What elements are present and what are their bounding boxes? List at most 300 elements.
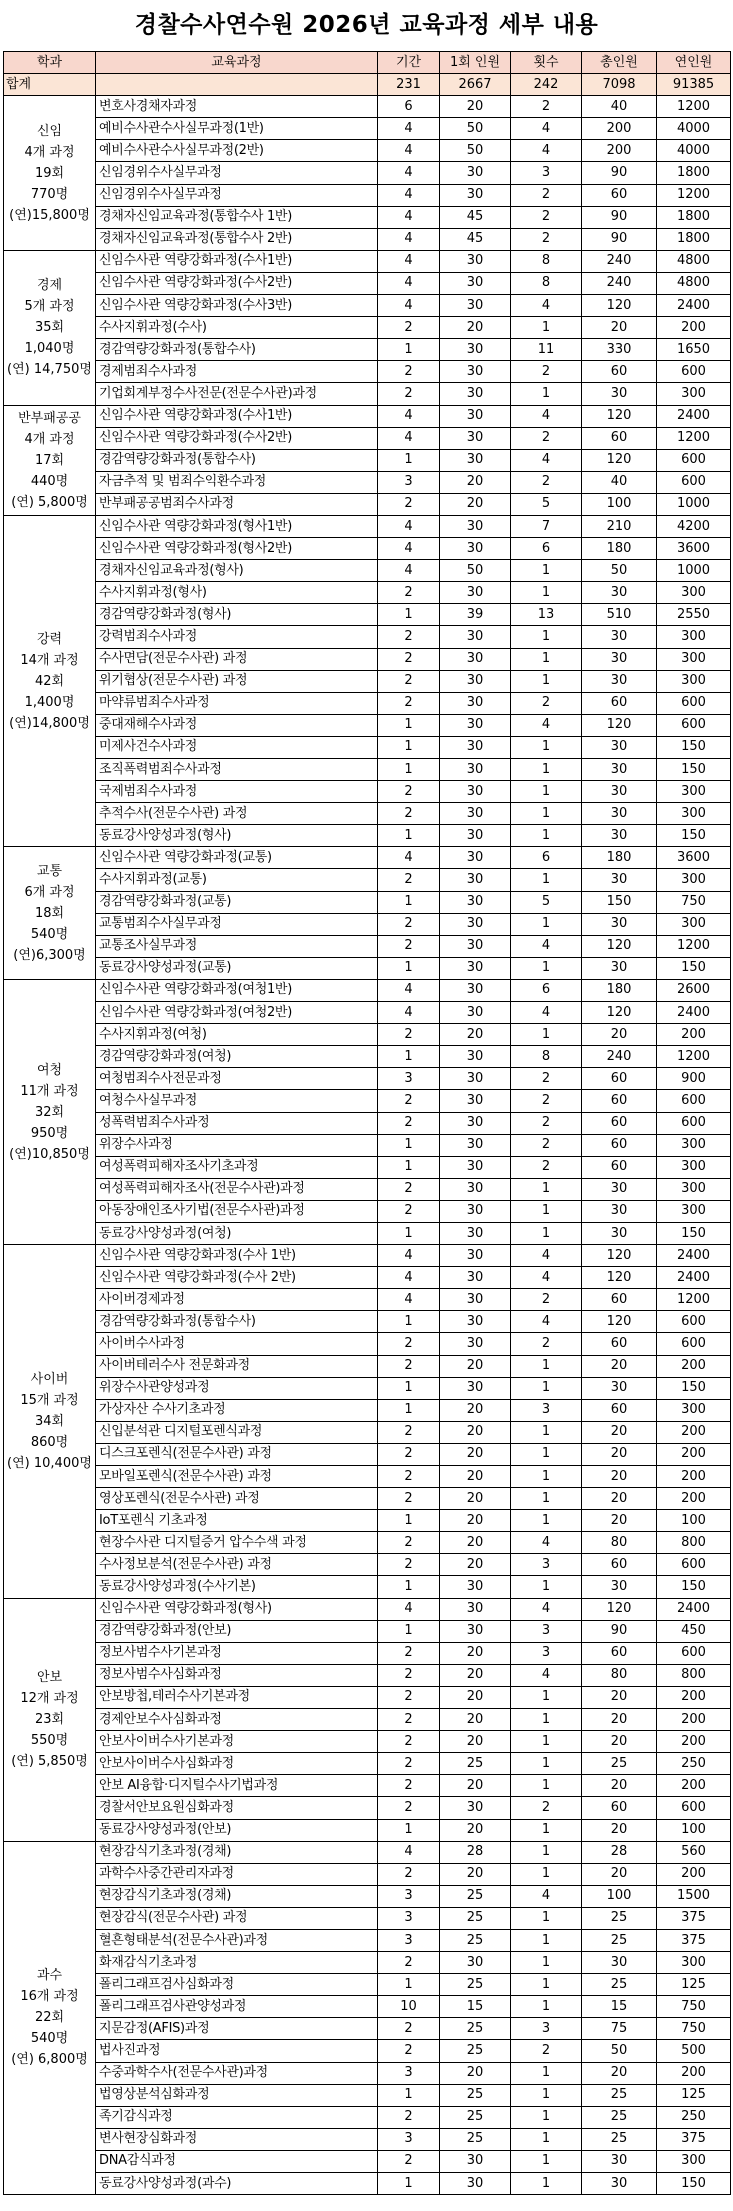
table-row [4, 1841, 731, 1863]
course-count: 2 [511, 361, 582, 383]
course-per-session: 30 [440, 1267, 511, 1289]
course-per-session: 30 [440, 1333, 511, 1355]
course-person-days: 1500 [657, 1885, 731, 1907]
table-row [4, 1399, 731, 1421]
course-person-days: 800 [657, 1532, 731, 1554]
course-total-people: 20 [582, 1819, 657, 1841]
course-per-session: 20 [440, 1355, 511, 1377]
course-person-days: 200 [657, 1686, 731, 1708]
course-period: 2 [378, 692, 440, 714]
table-row [4, 1642, 731, 1664]
course-name: 경감역량강화과정(통합수사) [96, 449, 378, 471]
course-total-people: 120 [582, 1598, 657, 1620]
header-period: 기간 [378, 52, 440, 74]
table-row [4, 1731, 731, 1753]
department-line: 14개 과정 [20, 652, 79, 668]
course-count: 4 [511, 1311, 582, 1333]
course-name: 여성폭력피해자조사기초과정 [96, 1156, 378, 1178]
course-total-people: 240 [582, 272, 657, 294]
table-row [4, 560, 731, 582]
page-title: 경찰수사연수원 2026년 교육과정 세부 내용 [134, 12, 599, 38]
course-count: 5 [511, 891, 582, 913]
course-person-days: 200 [657, 1443, 731, 1465]
course-count: 2 [511, 1289, 582, 1311]
course-per-session: 30 [440, 361, 511, 383]
course-count: 1 [511, 1753, 582, 1775]
header-count: 횟수 [511, 52, 582, 74]
table-row [4, 250, 731, 272]
course-total-people: 30 [582, 648, 657, 670]
table-row [4, 493, 731, 515]
course-period: 1 [378, 1222, 440, 1244]
course-person-days: 1200 [657, 935, 731, 957]
table-row [4, 1929, 731, 1951]
table-row [4, 1002, 731, 1024]
course-per-session: 20 [440, 1863, 511, 1885]
course-count: 1 [511, 1488, 582, 1510]
course-per-session: 20 [440, 1819, 511, 1841]
table-row [4, 1289, 731, 1311]
course-count: 1 [511, 1576, 582, 1598]
course-period: 1 [378, 1046, 440, 1068]
table-row [4, 935, 731, 957]
course-per-session: 30 [440, 759, 511, 781]
course-name: 여청범죄수사전문과정 [96, 1068, 378, 1090]
course-count: 4 [511, 1245, 582, 1267]
course-total-people: 60 [582, 427, 657, 449]
course-total-people: 28 [582, 1841, 657, 1863]
course-count: 2 [511, 1156, 582, 1178]
table-row [4, 361, 731, 383]
course-person-days: 300 [657, 582, 731, 604]
course-per-session: 30 [440, 339, 511, 361]
course-per-session: 30 [440, 1797, 511, 1819]
course-name: 경감역량강화과정(안보) [96, 1620, 378, 1642]
table-row [4, 1554, 731, 1576]
table-row [4, 847, 731, 869]
department-cell [4, 515, 96, 846]
course-count: 1 [511, 1731, 582, 1753]
course-person-days: 150 [657, 1222, 731, 1244]
course-per-session: 25 [440, 2018, 511, 2040]
course-person-days: 1800 [657, 206, 731, 228]
course-total-people: 120 [582, 714, 657, 736]
course-total-people: 60 [582, 1134, 657, 1156]
course-count: 6 [511, 538, 582, 560]
course-count: 1 [511, 803, 582, 825]
course-per-session: 30 [440, 250, 511, 272]
course-period: 2 [378, 1709, 440, 1731]
course-per-session: 25 [440, 2106, 511, 2128]
course-name: 경감역량강화과정(통합수사) [96, 1311, 378, 1333]
course-name: 수중과학수사(전문수사관)과정 [96, 2062, 378, 2084]
course-total-people: 330 [582, 339, 657, 361]
course-total-people: 200 [582, 118, 657, 140]
department-line: 42회 [34, 673, 65, 689]
course-period: 4 [378, 405, 440, 427]
course-per-session: 30 [440, 1156, 511, 1178]
course-per-session: 20 [440, 1443, 511, 1465]
table-row [4, 2040, 731, 2062]
table-row [4, 1686, 731, 1708]
table-row [4, 1112, 731, 1134]
course-person-days: 200 [657, 1775, 731, 1797]
department-line: 1,400명 [24, 694, 75, 710]
course-count: 1 [511, 1709, 582, 1731]
table-row [4, 317, 731, 339]
course-period: 2 [378, 1200, 440, 1222]
course-total-people: 30 [582, 825, 657, 847]
course-per-session: 20 [440, 1554, 511, 1576]
course-count: 3 [511, 162, 582, 184]
table-row [4, 96, 731, 118]
course-person-days: 1000 [657, 493, 731, 515]
table-row [4, 339, 731, 361]
course-count: 8 [511, 250, 582, 272]
course-total-people: 100 [582, 1885, 657, 1907]
table-row [4, 979, 731, 1001]
table-row [4, 140, 731, 162]
table-row [4, 1885, 731, 1907]
course-per-session: 30 [440, 648, 511, 670]
course-period: 2 [378, 1355, 440, 1377]
course-count: 3 [511, 1399, 582, 1421]
department-line: (연)10,850명 [9, 1146, 90, 1162]
course-name: 여성폭력피해자조사(전문수사관)과정 [96, 1178, 378, 1200]
course-name: 현장감식기초과정(경채) [96, 1885, 378, 1907]
course-total-people: 80 [582, 1664, 657, 1686]
course-name: 화재감식기초과정 [96, 1952, 378, 1974]
course-period: 4 [378, 250, 440, 272]
course-person-days: 300 [657, 1156, 731, 1178]
table-row [4, 1466, 731, 1488]
course-per-session: 20 [440, 1399, 511, 1421]
course-count: 1 [511, 1907, 582, 1929]
course-name: 경채자신임교육과정(형사) [96, 560, 378, 582]
table-row [4, 184, 731, 206]
table-row [4, 1819, 731, 1841]
table-row [4, 670, 731, 692]
course-person-days: 2400 [657, 295, 731, 317]
course-person-days: 250 [657, 2106, 731, 2128]
course-count: 1 [511, 1819, 582, 1841]
department-line: (연)6,300명 [13, 947, 86, 963]
department-line: (연) 5,800명 [11, 494, 88, 510]
course-per-session: 25 [440, 1929, 511, 1951]
department-line: 6개 과정 [24, 884, 75, 900]
header-total-people: 총인원 [582, 52, 657, 74]
course-person-days: 600 [657, 361, 731, 383]
table-row [4, 272, 731, 294]
course-name: 예비수사관수사실무과정(1반) [96, 118, 378, 140]
course-period: 2 [378, 1178, 440, 1200]
department-cell [4, 1841, 96, 2195]
course-per-session: 25 [440, 2128, 511, 2150]
header-person-days: 연인원 [657, 52, 731, 74]
course-count: 8 [511, 1046, 582, 1068]
course-person-days: 375 [657, 1929, 731, 1951]
course-total-people: 120 [582, 1002, 657, 1024]
course-total-people: 60 [582, 1289, 657, 1311]
course-name: IoT포렌식 기초과정 [96, 1510, 378, 1532]
course-period: 2 [378, 493, 440, 515]
course-count: 1 [511, 825, 582, 847]
course-count: 1 [511, 670, 582, 692]
table-row [4, 1178, 731, 1200]
course-period: 4 [378, 206, 440, 228]
course-person-days: 2400 [657, 1598, 731, 1620]
course-name: 신임수사관 역량강화과정(수사2반) [96, 272, 378, 294]
course-name: 위장수사관양성과정 [96, 1377, 378, 1399]
course-person-days: 300 [657, 913, 731, 935]
table-row [4, 781, 731, 803]
course-count: 2 [511, 1090, 582, 1112]
course-total-people: 30 [582, 2150, 657, 2172]
total-count: 242 [511, 74, 582, 96]
course-total-people: 50 [582, 560, 657, 582]
course-total-people: 120 [582, 449, 657, 471]
course-total-people: 60 [582, 1112, 657, 1134]
department-cell [4, 405, 96, 515]
department-line: 860명 [30, 1434, 69, 1450]
course-count: 1 [511, 759, 582, 781]
course-per-session: 30 [440, 714, 511, 736]
course-name: 안보사이버수사기본과정 [96, 1731, 378, 1753]
course-period: 2 [378, 803, 440, 825]
course-person-days: 4000 [657, 140, 731, 162]
course-period: 2 [378, 1443, 440, 1465]
total-period: 231 [378, 74, 440, 96]
course-name: 가상자산 수사기초과정 [96, 1399, 378, 1421]
table-row [4, 736, 731, 758]
course-name: 변사현장심화과정 [96, 2128, 378, 2150]
course-name: 신임수사관 역량강화과정(수사3반) [96, 295, 378, 317]
table-row [4, 1267, 731, 1289]
course-total-people: 30 [582, 1222, 657, 1244]
course-period: 2 [378, 1466, 440, 1488]
course-person-days: 750 [657, 891, 731, 913]
course-period: 1 [378, 1134, 440, 1156]
table-row [4, 1974, 731, 1996]
course-name: 안보사이버수사심화과정 [96, 1753, 378, 1775]
course-total-people: 30 [582, 1200, 657, 1222]
header-course: 교육과정 [96, 52, 378, 74]
course-count: 1 [511, 2128, 582, 2150]
course-name: 경찰서안보요원심화과정 [96, 1797, 378, 1819]
table-row [4, 1488, 731, 1510]
course-count: 3 [511, 2018, 582, 2040]
course-count: 4 [511, 1002, 582, 1024]
department-cell [4, 979, 96, 1244]
course-period: 1 [378, 604, 440, 626]
course-person-days: 600 [657, 1554, 731, 1576]
course-count: 1 [511, 1686, 582, 1708]
course-total-people: 40 [582, 471, 657, 493]
course-person-days: 600 [657, 714, 731, 736]
course-person-days: 300 [657, 1134, 731, 1156]
course-person-days: 2400 [657, 1002, 731, 1024]
course-count: 2 [511, 206, 582, 228]
course-period: 3 [378, 1929, 440, 1951]
course-count: 1 [511, 2173, 582, 2195]
course-count: 2 [511, 2040, 582, 2062]
course-per-session: 30 [440, 1090, 511, 1112]
course-name: 예비수사관수사실무과정(2반) [96, 140, 378, 162]
course-name: 경제범죄수사과정 [96, 361, 378, 383]
department-cell [4, 96, 96, 251]
table-row [4, 913, 731, 935]
course-name: 교통조사실무과정 [96, 935, 378, 957]
course-per-session: 30 [440, 1134, 511, 1156]
course-count: 1 [511, 1466, 582, 1488]
course-table [3, 51, 731, 2195]
course-per-session: 20 [440, 1709, 511, 1731]
course-count: 7 [511, 515, 582, 537]
course-person-days: 150 [657, 759, 731, 781]
course-person-days: 375 [657, 2128, 731, 2150]
course-name: 수사지휘과정(형사) [96, 582, 378, 604]
department-line: 16개 과정 [20, 1989, 79, 2005]
course-count: 4 [511, 140, 582, 162]
course-per-session: 30 [440, 383, 511, 405]
course-per-session: 30 [440, 1952, 511, 1974]
course-period: 2 [378, 383, 440, 405]
course-person-days: 300 [657, 781, 731, 803]
course-person-days: 800 [657, 1664, 731, 1686]
course-period: 1 [378, 1974, 440, 1996]
course-total-people: 60 [582, 1333, 657, 1355]
course-person-days: 600 [657, 449, 731, 471]
course-period: 1 [378, 714, 440, 736]
course-person-days: 200 [657, 1488, 731, 1510]
course-total-people: 25 [582, 2128, 657, 2150]
course-per-session: 30 [440, 515, 511, 537]
course-period: 2 [378, 1863, 440, 1885]
course-per-session: 30 [440, 825, 511, 847]
course-count: 2 [511, 1797, 582, 1819]
course-total-people: 20 [582, 1863, 657, 1885]
course-per-session: 20 [440, 1466, 511, 1488]
course-name: 신임경위수사실무과정 [96, 162, 378, 184]
course-count: 1 [511, 626, 582, 648]
course-name: 추적수사(전문수사관) 과정 [96, 803, 378, 825]
course-person-days: 200 [657, 1709, 731, 1731]
course-period: 4 [378, 228, 440, 250]
course-person-days: 600 [657, 1112, 731, 1134]
header-per-session: 1회 인원 [440, 52, 511, 74]
department-line: 15개 과정 [20, 1392, 79, 1408]
course-total-people: 30 [582, 582, 657, 604]
course-period: 4 [378, 1289, 440, 1311]
course-period: 4 [378, 979, 440, 1001]
course-total-people: 200 [582, 140, 657, 162]
course-name: 경감역량강화과정(여청) [96, 1046, 378, 1068]
table-row [4, 957, 731, 979]
course-name: 신임수사관 역량강화과정(여청2반) [96, 1002, 378, 1024]
course-count: 3 [511, 1620, 582, 1642]
course-per-session: 50 [440, 118, 511, 140]
course-count: 2 [511, 692, 582, 714]
course-total-people: 20 [582, 1355, 657, 1377]
course-count: 4 [511, 714, 582, 736]
course-name: 신입분석관 디지털포렌식과정 [96, 1421, 378, 1443]
course-person-days: 450 [657, 1620, 731, 1642]
course-person-days: 200 [657, 1421, 731, 1443]
course-person-days: 1200 [657, 1289, 731, 1311]
course-per-session: 30 [440, 1620, 511, 1642]
course-per-session: 20 [440, 1510, 511, 1532]
course-period: 2 [378, 1642, 440, 1664]
course-period: 2 [378, 1731, 440, 1753]
course-name: 여청수사실무과정 [96, 1090, 378, 1112]
course-name: 동료강사양성과정(교통) [96, 957, 378, 979]
department-line: (연)15,800명 [9, 207, 90, 223]
course-count: 2 [511, 184, 582, 206]
department-line: 1,040명 [24, 341, 75, 357]
table-row [4, 449, 731, 471]
course-total-people: 20 [582, 1686, 657, 1708]
course-total-people: 25 [582, 2106, 657, 2128]
department-cell [4, 1598, 96, 1841]
course-person-days: 200 [657, 317, 731, 339]
course-total-people: 20 [582, 1510, 657, 1532]
department-line: 12개 과정 [20, 1691, 79, 1707]
course-per-session: 30 [440, 1289, 511, 1311]
course-person-days: 300 [657, 2150, 731, 2172]
course-count: 1 [511, 1996, 582, 2018]
table-row [4, 1576, 731, 1598]
course-count: 1 [511, 957, 582, 979]
course-total-people: 30 [582, 736, 657, 758]
course-count: 2 [511, 228, 582, 250]
course-person-days: 300 [657, 1200, 731, 1222]
course-person-days: 125 [657, 1974, 731, 1996]
course-count: 1 [511, 2084, 582, 2106]
course-name: 신임경위수사실무과정 [96, 184, 378, 206]
course-count: 4 [511, 1598, 582, 1620]
course-name: 법영상분석심화과정 [96, 2084, 378, 2106]
course-person-days: 150 [657, 825, 731, 847]
course-period: 4 [378, 560, 440, 582]
department-cell [4, 250, 96, 405]
course-count: 4 [511, 935, 582, 957]
course-person-days: 1650 [657, 339, 731, 361]
course-per-session: 30 [440, 781, 511, 803]
table-row [4, 1156, 731, 1178]
course-period: 2 [378, 781, 440, 803]
course-person-days: 1800 [657, 228, 731, 250]
course-total-people: 25 [582, 1907, 657, 1929]
course-period: 2 [378, 869, 440, 891]
course-total-people: 20 [582, 1709, 657, 1731]
course-count: 1 [511, 317, 582, 339]
table-row [4, 118, 731, 140]
course-per-session: 20 [440, 1775, 511, 1797]
course-person-days: 2400 [657, 405, 731, 427]
course-per-session: 30 [440, 1576, 511, 1598]
course-count: 2 [511, 1333, 582, 1355]
course-period: 4 [378, 1002, 440, 1024]
course-per-session: 30 [440, 1222, 511, 1244]
course-name: 변호사경채자과정 [96, 96, 378, 118]
course-total-people: 30 [582, 670, 657, 692]
course-period: 2 [378, 2150, 440, 2172]
course-name: 수사지휘과정(여청) [96, 1024, 378, 1046]
course-total-people: 120 [582, 405, 657, 427]
table-row [4, 1996, 731, 2018]
course-per-session: 30 [440, 2150, 511, 2172]
course-count: 4 [511, 1664, 582, 1686]
